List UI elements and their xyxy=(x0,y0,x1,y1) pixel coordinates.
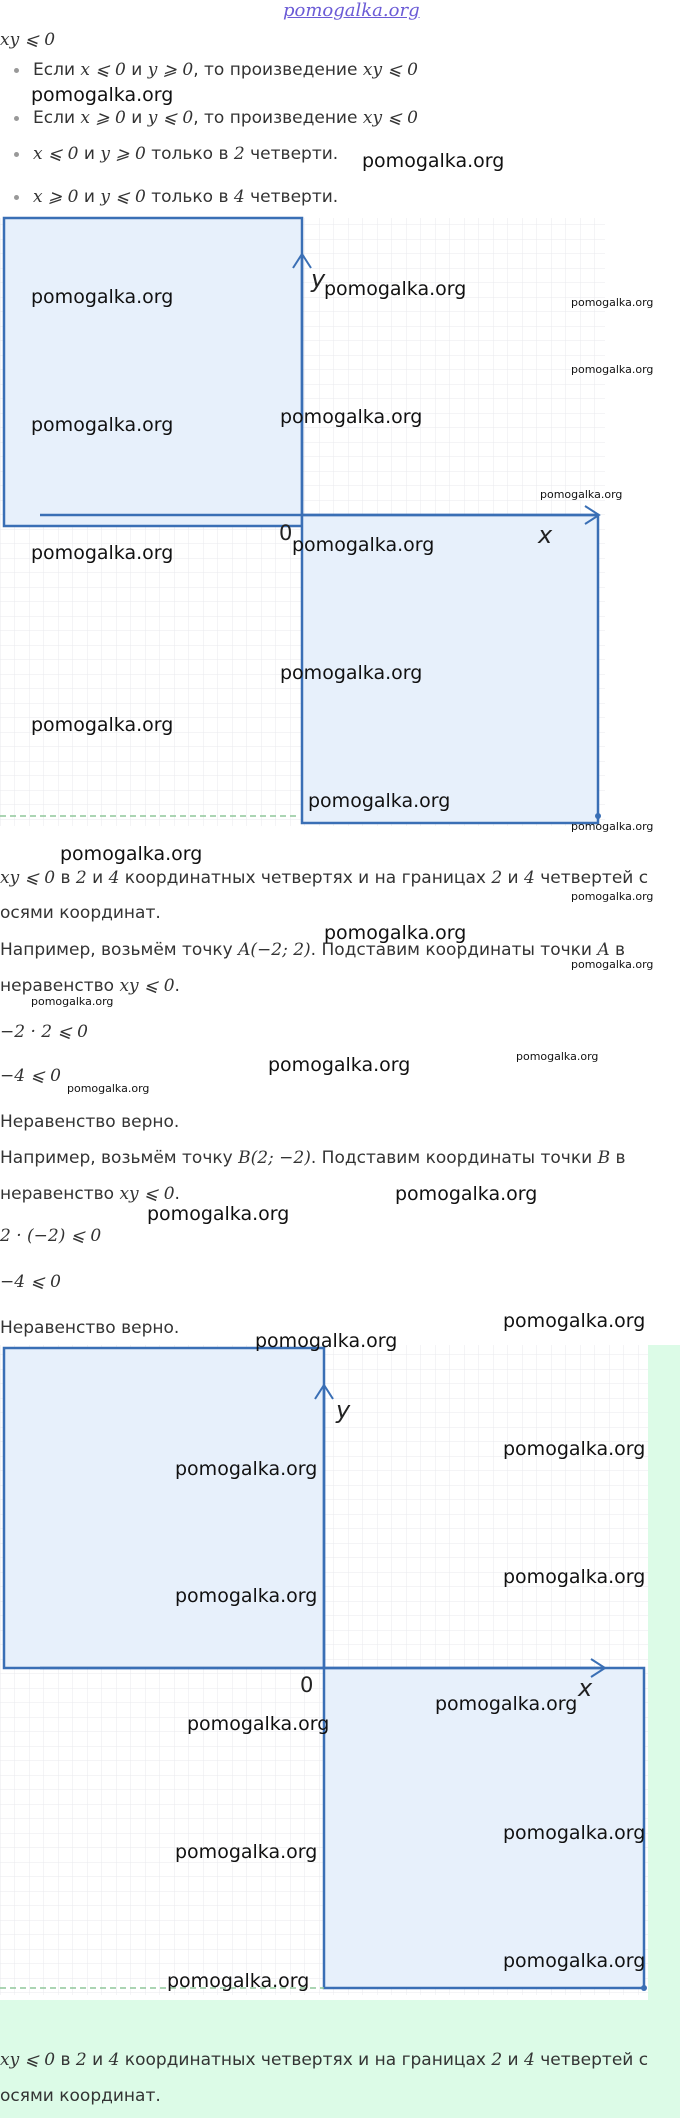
watermark: pomogalka.org xyxy=(571,890,654,903)
example-b-calc-1: 2 · (−2) ⩽ 0 xyxy=(0,1226,102,1246)
watermark: pomogalka.org xyxy=(280,406,423,428)
origin-label: 0 xyxy=(279,521,293,545)
example-a-line-1: Например, возьмём точку A(−2; 2). Подставим координаты точки A в xyxy=(0,940,626,960)
bullet-item-4: x ⩾ 0 и y ⩽ 0 только в 4 четверти. xyxy=(14,187,338,207)
example-a-calc-1: −2 · 2 ⩽ 0 xyxy=(0,1022,88,1042)
watermark: pomogalka.org xyxy=(175,1841,318,1863)
watermark: pomogalka.org xyxy=(503,1438,646,1460)
watermark: pomogalka.org xyxy=(280,662,423,684)
watermark: pomogalka.org xyxy=(503,1310,646,1332)
watermark: pomogalka.org xyxy=(540,488,623,501)
y-axis-label: y xyxy=(311,265,326,293)
bullet-item-3: x ⩽ 0 и y ⩾ 0 только в 2 четверти. xyxy=(14,144,338,164)
watermark: pomogalka.org xyxy=(31,542,174,564)
example-a-verdict: Неравенство верно. xyxy=(0,1112,180,1132)
corner-dot xyxy=(641,1985,647,1991)
watermark: pomogalka.org xyxy=(167,1970,310,1992)
watermark: pomogalka.org xyxy=(571,958,654,971)
watermark: pomogalka.org xyxy=(31,995,114,1008)
watermark: pomogalka.org xyxy=(175,1458,318,1480)
x-axis-label: x xyxy=(578,1674,593,1702)
watermark: pomogalka.org xyxy=(395,1183,538,1205)
watermark: pomogalka.org xyxy=(255,1330,398,1352)
example-b-verdict: Неравенство верно. xyxy=(0,1318,180,1338)
example-a-calc-2: −4 ⩽ 0 xyxy=(0,1066,61,1086)
watermark: pomogalka.org xyxy=(31,714,174,736)
bullet-dot xyxy=(14,68,19,73)
example-b-calc-2: −4 ⩽ 0 xyxy=(0,1272,61,1292)
bullet-dot xyxy=(14,116,19,121)
watermark: pomogalka.org xyxy=(67,1082,150,1095)
watermark: pomogalka.org xyxy=(503,1822,646,1844)
intro-inequality: xy ⩽ 0 xyxy=(0,30,56,50)
example-b-line-1: Например, возьмём точку B(2; −2). Подставим координаты точки B в xyxy=(0,1148,626,1168)
watermark: pomogalka.org xyxy=(571,820,654,833)
conclusion-2-line-1: xy ⩽ 0 в 2 и 4 координатных четвертях и на границах 2 и 4 четвертей с xyxy=(0,2050,649,2070)
watermark: pomogalka.org xyxy=(31,414,174,436)
watermark: pomogalka.org xyxy=(362,150,505,172)
watermark: pomogalka.org xyxy=(503,1566,646,1588)
watermark: pomogalka.org xyxy=(175,1585,318,1607)
region-quadrant-2 xyxy=(4,218,302,526)
watermark: pomogalka.org xyxy=(268,1054,411,1076)
bullet-dot xyxy=(14,195,19,200)
conclusion-1-line-2: осями координат. xyxy=(0,903,161,923)
region-quadrant-2 xyxy=(4,1348,324,1668)
watermark: pomogalka.org xyxy=(435,1693,578,1715)
watermark: pomogalka.org xyxy=(324,922,467,944)
bullet-item-2: Если x ⩾ 0 и y ⩽ 0, то произведение xy ⩽ 0 xyxy=(14,108,418,128)
watermark: pomogalka.org xyxy=(147,1203,290,1225)
watermark: pomogalka.org xyxy=(324,278,467,300)
watermark: pomogalka.org xyxy=(571,363,654,376)
y-axis-label: y xyxy=(336,1396,351,1424)
corner-dot xyxy=(595,813,601,819)
bullet-dot xyxy=(14,152,19,157)
watermark: pomogalka.org xyxy=(516,1050,599,1063)
watermark: pomogalka.org xyxy=(31,84,174,106)
watermark: pomogalka.org xyxy=(571,296,654,309)
origin-label: 0 xyxy=(300,1673,314,1697)
watermark: pomogalka.org xyxy=(503,1950,646,1972)
watermark: pomogalka.org xyxy=(292,534,435,556)
bullet-item-1: Если x ⩽ 0 и y ⩾ 0, то произведение xy ⩽ 0 xyxy=(14,60,418,80)
conclusion-1-line-1: xy ⩽ 0 в 2 и 4 координатных четвертях и на границах 2 и 4 четвертей с xyxy=(0,868,649,888)
header-site-link[interactable]: pomogalka.org xyxy=(283,0,420,21)
watermark: pomogalka.org xyxy=(308,790,451,812)
watermark: pomogalka.org xyxy=(31,286,174,308)
x-axis-label: x xyxy=(538,521,553,549)
green-side-panel xyxy=(648,1345,680,2000)
watermark: pomogalka.org xyxy=(187,1713,330,1735)
example-b-line-2: неравенство xy ⩽ 0. xyxy=(0,1184,180,1204)
watermark: pomogalka.org xyxy=(60,843,203,865)
example-a-line-2: неравенство xy ⩽ 0. xyxy=(0,976,180,996)
conclusion-2-line-2: осями координат. xyxy=(0,2086,161,2106)
